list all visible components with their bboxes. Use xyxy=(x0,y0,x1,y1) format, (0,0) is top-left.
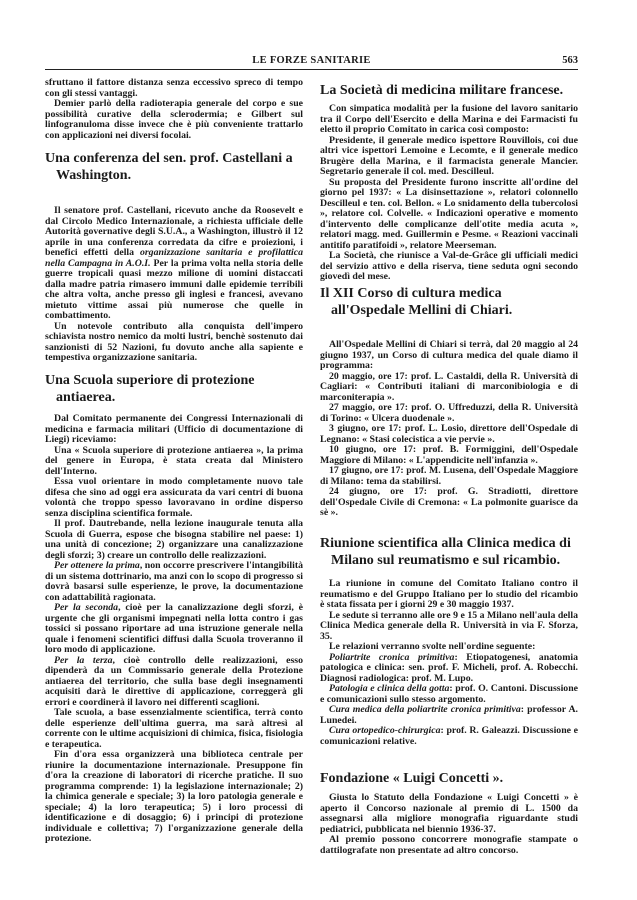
text-run: Dal Comitato permanente dei Congressi Internazionali di medicina e farmacia militari (Ufficio di documentazione di Liegi) riceviamo: xyxy=(45,413,303,445)
italic-text: Cura ortopedico-chirurgica xyxy=(329,725,441,736)
paragraph xyxy=(320,466,578,487)
article-continuation xyxy=(45,78,303,141)
article-body xyxy=(320,340,578,519)
text-run: Il senatore prof. Castellani, ricevuto anche da Roosevelt e dal Circolo Medico Internazionale, a richiesta ufficiale delle Autorità governative degli S.U.A., a Washington, illustrò il 12 aprile in una conferenza corredata da cifre e proiezioni, i benefici effetti della xyxy=(45,205,303,258)
italic-text: Poliartrite cronica primitiva xyxy=(329,651,455,663)
paragraph xyxy=(320,487,578,519)
paragraph xyxy=(320,424,578,445)
paragraph xyxy=(320,705,578,726)
italic-text: Cura medica della poliartrite cronica primitiva xyxy=(329,704,521,715)
paragraph xyxy=(45,322,303,364)
paragraph xyxy=(320,403,578,424)
paragraph xyxy=(45,414,303,446)
paragraph xyxy=(320,793,578,835)
article-body xyxy=(45,414,303,845)
text-run: Un notevole contributo alla conquista dell'impero schiavista nostro nemico da molti lustri, benchè sostenuto dai sanzionisti di 52 Nazioni, fu dovuto anche alla sapiente e tempestiva organizzazione sanitaria. xyxy=(45,320,303,363)
paragraph xyxy=(320,136,578,178)
paragraph xyxy=(45,446,303,478)
text-run: La Società, che riunisce a Val-de-Grâce gli ufficiali medici del servizio attivo e della riserva, tiene seduta ogni secondo giovedì del mese. xyxy=(320,250,578,282)
paragraph xyxy=(45,99,303,141)
text-run: La riunione in comune del Comitato Italiano contro il reumatismo e del Gruppo Italiano per lo studio del ricambio è stata fissata per i giorni 29 e 30 maggio 1937. xyxy=(320,578,578,610)
text-run: 10 giugno, ore 17: prof. B. Formiggini, dell'Ospedale Maggiore di Milano: « L'appendicite nell'infanzia ». xyxy=(320,444,578,466)
italic-text: organizzazione sanitaria e profilattica nella Campagna in A.O.I. xyxy=(45,247,303,269)
paragraph xyxy=(320,726,578,747)
article-body xyxy=(45,206,303,364)
text-run: Essa vuol orientare in modo completamente nuovo tale difesa che sino ad oggi era assicurata da vari centri di buona volontà che troppo spesso lavoravano in ordine disperso senza disciplina scientifica formale. xyxy=(45,476,303,519)
paragraph xyxy=(320,579,578,611)
paragraph xyxy=(320,684,578,705)
article-body xyxy=(320,104,578,283)
paragraph xyxy=(45,477,303,519)
paragraph xyxy=(320,372,578,404)
article-castellani-conference xyxy=(45,150,303,364)
text-run: 20 maggio, ore 17: prof. L. Castaldi, della R. Università di Cagliari: « Contributi italiani di marconibiologia e di marconiterapia ». xyxy=(320,370,578,403)
text-run: : prof. R. Galeazzi. Discussione e comunicazioni relative. xyxy=(320,725,579,747)
italic-text: Patologia e clinica della gotta xyxy=(329,683,450,694)
italic-text: Per la terza xyxy=(54,654,113,666)
text-run: Fin d'ora essa organizzerà una biblioteca centrale per riunire la documentazione internazionale. Presuppone fin d'ora la creazione di laboratori di ricerche pratiche. Il suo programma comprende: 1) la legislazione internazionale; 2) la chimica generale e speciale; 3) la loro patologia generale e speciale; 4) la loro terapeutica; 5) i loro processi di identificazione e di dosaggio; 6) i principi di protezione individuale e collettiva; 7) l'organizzazione generale della protezione. xyxy=(45,749,303,844)
paragraph xyxy=(45,750,303,845)
paragraph xyxy=(45,561,303,603)
text-run: 17 giugno, ore 17: prof. M. Lusena, dell'Ospedale Maggiore di Milano: tema da stabilirsi. xyxy=(320,465,578,487)
article-mellini-course xyxy=(320,285,578,519)
article-rheumatism-meeting xyxy=(320,535,578,747)
text-run: Tale scuola, a base essenzialmente scientifica, terrà conto delle esperienze dell'ultima guerra, ma sarà altresì al corrente con le ultime acquisizioni di chimica, fisica, fisiologia e terapeutica. xyxy=(45,707,303,750)
paragraph xyxy=(320,251,578,283)
text-run: Su proposta del Presidente furono inscritte all'ordine del giorno pel 1937: « La disinsettazione », relatori colonnello Descilleul e ten. col. Bellon. « Lo snidamento della tubercolosi », relatore col. Colvelle. « Indicazioni operative e momento d'intervento delle complicanze dell'otite media acuta », relatori magg. med. Guillermin e Pesme. « Reazioni vaccinali antitifo paratifoidi », relatore Meerseman. xyxy=(320,176,578,251)
paragraph xyxy=(320,104,578,136)
text-run: All'Ospedale Mellini di Chiari si terrà, dal 20 maggio al 24 giugno 1937, un Corso di cultura medica del quale diamo il programma: xyxy=(320,339,578,371)
article-antiaircraft-school xyxy=(45,372,303,845)
italic-text: Per ottenere la prima xyxy=(54,560,140,571)
text-run: 27 maggio, ore 17: prof. O. Uffreduzzi, della R. Università di Torino: « Ulcera duodenale ». xyxy=(320,402,578,424)
paragraph xyxy=(320,445,578,466)
paragraph xyxy=(45,78,303,99)
paragraph xyxy=(320,835,578,856)
paragraph xyxy=(320,178,578,252)
text-run: : prof. O. Cantoni. Discussione e comunicazioni sullo stesso argomento. xyxy=(320,683,578,705)
paragraph xyxy=(320,653,578,685)
running-head xyxy=(45,57,578,70)
article-heading: Fondazione « Luigi Concetti ». xyxy=(320,771,504,786)
paragraph xyxy=(45,603,303,656)
text-run: , cioè controllo delle realizzazioni, esso dipenderà da un Commissario generale della Protezione antiaerea del territorio, che sulla base degli insegnamenti acquisiti darà le direttive di applicazione, correggerà gli errori e coordinerà il lavoro nei differenti scaglioni. xyxy=(45,654,303,708)
text-run: : professor A. Lunedei. xyxy=(320,704,579,726)
text-run: , non occorre prescrivere l'intangibilità di un sistema dottrinario, ma anzi con lo scopo di progresso si dovrà basarsi sulle esperienze, le prove, la documentazione con adattabilità ragionata. xyxy=(45,560,303,603)
article-heading: Una Scuola superiore di protezione antiaerea. xyxy=(45,373,255,405)
text-run: Demier parlò della radioterapia generale del corpo e sue possibilità curative della sclerodermia; e Gilbert sul linfogranuloma disse invece che è più conveniente trattarlo con applicazioni nei diversi focolai. xyxy=(45,98,303,141)
text-run: Le relazioni verranno svolte nell'ordine seguente: xyxy=(329,641,536,652)
paragraph xyxy=(45,206,303,322)
text-run: Il prof. Dautrebande, nella lezione inaugurale tenuta alla Scuola di Guerra, espose che bisogna stabilire nel paese: 1) una unità di concezione; 2) organizzare una canalizzazione degli sforzi; 3) creare un controllo delle realizzazioni. xyxy=(45,518,303,561)
article-french-military-medicine xyxy=(320,82,578,283)
paragraph xyxy=(320,611,578,643)
paragraph xyxy=(45,708,303,750)
journal-title: LE FORZE SANITARIE xyxy=(252,55,371,66)
article-heading: Una conferenza del sen. prof. Castellani a Washington. xyxy=(45,151,293,183)
article-heading: Il XII Corso di cultura medica all'Ospedale Mellini di Chiari. xyxy=(320,286,513,318)
text-run: Al premio possono concorrere monografie stampate o dattilografate non presentate ad altro concorso. xyxy=(320,834,578,856)
text-run: 24 giugno, ore 17: prof. G. Stradiotti, direttore dell'Ospedale Civile di Cremona: « La polmonite guarisce da sè ». xyxy=(320,486,578,518)
text-run: , cioè per la canalizzazione degli sforzi, è urgente che gli organismi impegnati nella lotta contro i gas tossici si possano riportare ad una istruzione generale nella quale i fenomeni scientifici diffusi dalla Scuola troveranno il loro modo di applicazione. xyxy=(45,602,303,655)
article-body xyxy=(320,793,578,856)
italic-text: Per la seconda xyxy=(54,602,119,613)
article-concetti-foundation xyxy=(320,770,578,856)
paragraph xyxy=(320,340,578,372)
article-body xyxy=(45,78,303,141)
text-run: Con simpatica modalità per la fusione del lavoro sanitario tra il Corpo dell'Esercito e della Marina e dei Farmacisti fu eletto il proprio Comitato in carica così composto: xyxy=(320,103,578,135)
text-run: Per la prima volta nella storia delle guerre tropicali quasi mezzo milione di uomini distaccati dalla madre patria rimasero immuni dalle epidemie terribili che altra volta, anche presso gli inglesi e francesi, avevano mietuto vittime assai più numerose che quelle in combattimento. xyxy=(45,257,303,321)
article-heading: Riunione scientifica alla Clinica medica di Milano sul reumatismo e sul ricambio. xyxy=(320,536,571,568)
text-run: Presidente, il generale medico ispettore Rouvillois, coi due altri vice ispettori Lemoine e Lecomte, e il generale medico Brugère della Marina, e il farmacista generale Mancier. Segretario generale il col. med. Descilleul. xyxy=(320,134,578,177)
article-body xyxy=(320,579,578,747)
text-run: 3 giugno, ore 17: prof. L. Losio, direttore dell'Ospedale di Legnano: « Stasi colecistica a vie pervie ». xyxy=(320,423,578,445)
text-run: Una « Scuola superiore di protezione antiaerea », la prima del genere in Europa, è stata creata dal Ministero dell'Interno. xyxy=(45,444,303,477)
page-number: 563 xyxy=(562,55,578,66)
article-heading: La Società di medicina militare francese. xyxy=(320,83,564,98)
text-run: : Etiopatogenesi, anatomia patologica e clinica: sen. prof. F. Micheli, prof. A. Robecchi. Diagnosi radiologica: prof. M. Lupo. xyxy=(320,651,578,684)
paragraph xyxy=(45,656,303,709)
text-run: Le sedute si terranno alle ore 9 e 15 a Milano nell'aula della Clinica Medica generale della R. Università in via F. Sforza, 35. xyxy=(320,609,578,642)
text-run: Giusta lo Statuto della Fondazione « Luigi Concetti » è aperto il Concorso nazionale al premio di L. 1500 da assegnarsi alla migliore monografia riguardante studi pediatrici, pubblicata nel biennio 1936-37. xyxy=(320,792,578,835)
paragraph xyxy=(45,519,303,561)
text-run: sfruttano il fattore distanza senza eccessivo spreco di tempo con gli stessi vantaggi. xyxy=(45,77,303,99)
